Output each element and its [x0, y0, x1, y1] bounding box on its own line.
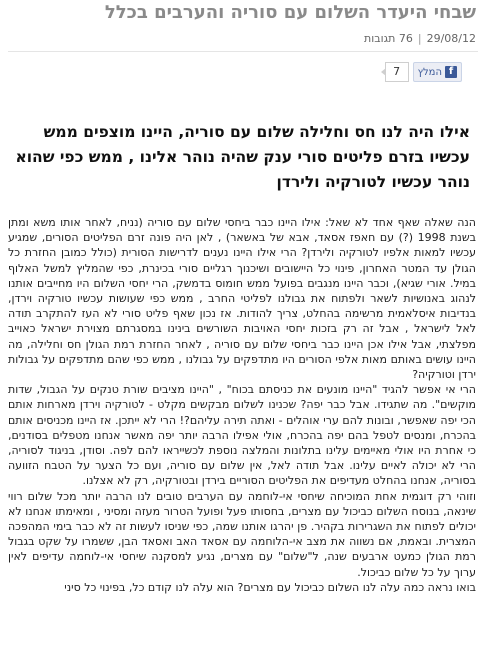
article-paragraph: בואו נראה כמה עלה לנו השלום כביכול עם מצרים? הוא עלה לנו קודם כל, בפינוי כל סיני	[64, 580, 476, 594]
article-paragraph: וזוהי רק דוגמית אחת המוכיחה שיחסי אי-לוחמה עם הערבים טובים לנו הרבה יותר מכל שלום רווי שינאה, בנוסח השלום כביכול עם מצרים, בחסותו פעל ופועל הטרור מעזה ומסיני , ומאימתו אנחנו לא יכולים לפתוח את השגרירות בקהיר. פן יהרגו אותנו שמה, כפי שניסו לעשות זה לא כבר בימי המהפכה המצרית. ובאמת, אם נשווה את מצב אי-הלוחמה עם אסאד האב ואסאד הבן, ששמרו על שקט בגבול רמת הגולן כמעט ארבעים שנה, ל"שלום" עם מצרים, נגיע למסקנה שיחסי אי-לוחמה עדיפים לאין ערוך על כל שלום כביכול.	[8, 489, 476, 579]
article-meta	[364, 32, 476, 45]
divider	[8, 51, 478, 52]
facebook-like-button[interactable]	[413, 62, 462, 82]
article-title[interactable]: שבחי היעדר השלום עם סוריה והערבים בכלל	[104, 2, 476, 23]
article-body	[8, 215, 476, 662]
article-paragraph: הרי אי אפשר להגיד "היינו מונעים את כניסתם בכוח" , "היינו מציבים שורת טנקים על הגבול, שדות מוקשים". מה שתגידו. אבל כבר יפה? שכנינו לשלום מבקשים מקלט - לטורקיה וירדן מארחות אותם הכי יפה שאפשר, ובונות להם ערי אוהלים - ואתה תירה עליהם?! הרי לא ייתכן. אז היינו מכניסים אותם בהכרח, ומנסים לטפל בהם יפה בהכרח, אולי אפילו הרבה יותר יפה מאשר אנחנו מטפלים בסודנים, כי אחרת היו אולי מאיימים עלינו בתלונות והמלצה נוספת לכשייראו להם לפה. וסודן, בניגוד לסוריה, הרי לא יכולה לאיים עלינו. אבל תודה לאל, אין שלום עם סוריה, ועם כל הצער על הטבח הזוועה בסוריה, אנחנו בהחלט מעדיפים את הפליטים הסוריים בירדן ובטורקיה, רק לא אצלנו.	[8, 383, 476, 488]
article-date: 29/08/12	[426, 32, 476, 45]
facebook-icon: f	[445, 66, 457, 78]
article-paragraph: הנה שאלה שאף אחד לא שאל: אילו היינו כבר ביחסי שלום עם סוריה (נניח, לאחר אותו משא ומתן בשנת 1998 (?) עם חאפז אסאד, אבא של באשאר) , לאן היה פונה זרם הפליטים הסורים, שמגיע עכשיו למאות אלפיו לטורקיה ולירדן? הרי אילו היינו נענים לדרישות הסורית (כולל כמובן החזרת כל הגולן עד המטר האחרון, פינוי כל היישובים ושיכנוך רגליים סורי בכינרת, כפי שהמליץ למשל האלוף במיל. אורי שגיא), וכבר היינו מנגבים בפועל ממש חומוס בדמשק, הרי יחסי השלום היו מחייבים אותנו לנהוג באנושיות לשאר ולפתוח את גבולנו לפליטי החרב , ממש כפי שעושות עכשיו טורקיה וירדן, בנדיבות איסלאמית מרשימה בהחלט, צריך להודות. אז נכון שאף פליט סורי לא העז להתקרב תודה לאל לישראל , אבל זה רק בזכות יחסי האויבות השורשים בינינו במסגרתם מצוירת ישראל כאוייב מפלצתי, אבל אילו אכן היינו כבר ביחסי שלום עם סוריה , לאחר החזרת רמת הגולן חס וחלילה, מה היינו עושים באותם מאות אלפי הסורים היו מתדפקים על גבולנו , ממש כפי שהם מתדפקים על גבולות ירדן וטורקיה?	[8, 216, 476, 382]
facebook-like-count: 7	[385, 62, 409, 82]
comments-link[interactable]: 76 תגובות	[364, 32, 413, 45]
facebook-like-widget	[385, 62, 462, 82]
facebook-like-label: המלץ	[417, 66, 442, 78]
meta-separator: |	[417, 32, 422, 45]
article-headline: אילו היה לנו חס וחלילה שלום עם סוריה, היינו מוצפים ממש עכשיו בזרם פליטים סורי ענק שהיה נוהר אלינו , ממש כפי שהוא נוהר עכשיו לטורקיה ולירדן	[15, 123, 470, 191]
